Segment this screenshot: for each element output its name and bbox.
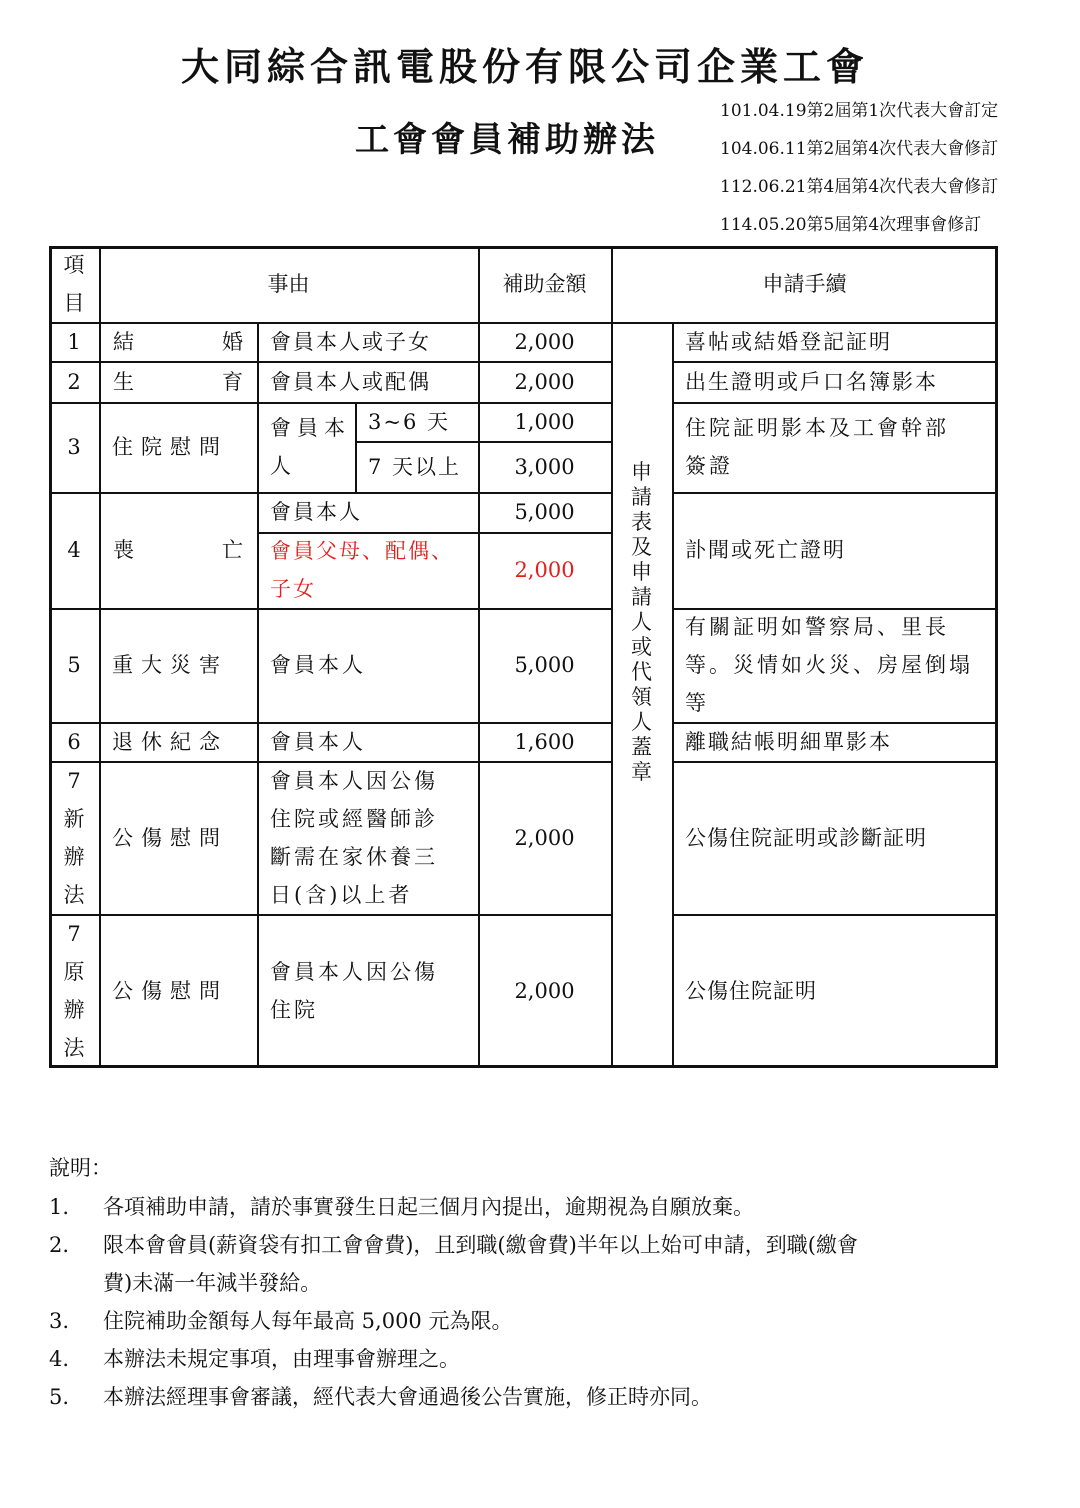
event-name (113, 492, 243, 608)
required-document: 出生證明或戶口名簿影本 (685, 369, 938, 394)
eligible-person-line: 子女 (270, 577, 316, 601)
event-char: 婚 (222, 329, 243, 354)
amount-value: 5,000 (514, 500, 575, 524)
event-name: 住院慰問 (112, 435, 228, 459)
event-char: 亡 (222, 538, 243, 562)
note-text: 費)未滿一年減半發給。 (103, 1271, 322, 1295)
procedure-char: 章 (631, 759, 652, 784)
eligible-person-line: 會員父母、配偶、 (270, 539, 454, 563)
note-item (49, 1340, 1009, 1378)
header-item (49, 246, 99, 322)
amount-value: 2,000 (514, 329, 575, 354)
note-text: 限本會會員(薪資袋有扣工會會費)，且到職(繳會費)半年以上始可申請，到職(繳會 (103, 1233, 858, 1257)
required-document: 公傷住院証明 (685, 979, 817, 1003)
duration-label: 3~6 天 (368, 409, 450, 434)
eligible-person: 會員本人 (270, 729, 366, 754)
row-number: 2 (67, 369, 81, 394)
required-document: 訃聞或死亡證明 (685, 538, 846, 562)
event-name (113, 322, 243, 361)
eligible-person: 會員本人 (270, 500, 362, 524)
required-document-line: 等 (685, 691, 709, 715)
eligible-person: 會員本人 (270, 653, 366, 677)
note-text: 各項補助申請，請於事實發生日起三個月內提出，逾期視為自願放棄。 (103, 1195, 754, 1219)
row-number-char: 7 (67, 768, 81, 793)
amount-value: 2,000 (514, 979, 575, 1003)
procedure-char: 及 (631, 534, 652, 559)
row-number: 4 (67, 538, 81, 562)
row-number-char: 法 (63, 882, 85, 907)
notes-section (49, 1148, 1009, 1416)
header-reason: 事由 (267, 272, 310, 296)
note-number: 4. (49, 1347, 70, 1371)
amount-value: 2,000 (514, 369, 575, 394)
eligible-person-line: 住院 (270, 998, 318, 1022)
procedure-char: 領 (631, 684, 652, 709)
event-name: 重大災害 (112, 653, 228, 677)
header-amount: 補助金額 (502, 272, 587, 296)
row-number-char: 7 (67, 922, 81, 946)
header-item-char: 目 (63, 291, 85, 315)
procedure-char: 蓋 (631, 734, 652, 759)
eligible-person: 會員本人或子女 (270, 329, 431, 354)
note-number: 3. (49, 1309, 70, 1333)
event-char: 喪 (113, 538, 134, 562)
note-text: 住院補助金額每人每年最高 5,000 元為限。 (103, 1309, 513, 1333)
event-char: 結 (113, 329, 134, 354)
eligible-person-line: 斷需在家休養三 (270, 844, 438, 869)
required-document-line: 有關証明如警察局、里長 (685, 615, 949, 639)
row-number (49, 761, 99, 914)
eligible-person (257, 761, 478, 914)
eligible-person-highlighted (257, 532, 478, 608)
eligible-person (257, 402, 355, 492)
row-number-char: 原 (63, 960, 85, 984)
procedure-char: 或 (631, 634, 652, 659)
procedure-char: 人 (631, 709, 652, 734)
eligible-person-line: 住院或經醫師診 (270, 806, 438, 831)
eligible-person-line: 會員本人因公傷 (270, 960, 438, 984)
procedure-char: 請 (631, 484, 652, 509)
revision-line: 104.06.11第2屆第4次代表大會修訂 (720, 139, 999, 159)
eligible-person: 會員本人或配偶 (270, 369, 431, 394)
header-item-char: 項 (63, 253, 85, 277)
event-name: 退休紀念 (112, 729, 228, 754)
procedure-char: 代 (631, 659, 652, 684)
event-name (113, 361, 243, 402)
note-text: 本辦法經理事會審議，經代表大會通過後公告實施，修正時亦同。 (103, 1385, 712, 1409)
required-document (672, 402, 998, 492)
procedure-char: 請 (631, 584, 652, 609)
event-char: 育 (222, 369, 243, 394)
document-title: 工會會員補助辦法 (355, 120, 659, 160)
revision-line: 112.06.21第4屆第4次代表大會修訂 (720, 177, 999, 197)
note-number: 5. (49, 1385, 70, 1409)
eligible-person-line: 日(含)以上者 (270, 882, 413, 907)
common-procedure-column (611, 452, 672, 792)
amount-value: 1,600 (514, 729, 575, 754)
event-char: 生 (113, 369, 134, 394)
row-number-char: 法 (63, 1036, 85, 1060)
note-number: 1. (49, 1195, 70, 1219)
required-document (672, 608, 998, 722)
note-item (49, 1188, 1009, 1226)
organization-title: 大同綜合訊電股份有限公司企業工會 (180, 44, 869, 89)
required-document-line: 等。災情如火災、房屋倒塌 (685, 653, 973, 677)
row-number (49, 914, 99, 1068)
eligible-person-line: 會員本人因公傷 (270, 768, 438, 793)
procedure-char: 表 (631, 509, 652, 534)
revision-history (720, 92, 998, 244)
event-name: 公傷慰問 (112, 979, 228, 1003)
row-number: 6 (67, 729, 81, 754)
amount-value: 1,000 (514, 409, 575, 434)
required-document-line: 簽證 (685, 454, 733, 478)
note-number: 2. (49, 1233, 70, 1257)
amount-value: 5,000 (514, 653, 575, 677)
note-text: 本辦法未規定事項，由理事會辦理之。 (103, 1347, 460, 1371)
row-number-char: 辦 (63, 998, 85, 1022)
revision-line: 114.05.20第5屆第4次理事會修訂 (720, 215, 982, 235)
note-item (49, 1302, 1009, 1340)
amount-value-highlighted: 2,000 (514, 558, 575, 582)
eligible-person (257, 914, 478, 1068)
row-number: 5 (67, 653, 81, 677)
revision-line: 101.04.19第2屆第1次代表大會訂定 (720, 101, 999, 121)
notes-heading: 說明： (49, 1156, 112, 1180)
row-number-char: 新 (63, 806, 85, 831)
eligible-person-line: 會員本 (270, 416, 351, 440)
required-document: 離職結帳明細單影本 (685, 729, 892, 754)
procedure-char: 申 (631, 459, 652, 484)
required-document-line: 住院証明影本及工會幹部 (685, 416, 949, 440)
row-number: 3 (67, 435, 81, 459)
eligible-person-line: 人 (270, 454, 297, 478)
amount-value: 3,000 (514, 454, 575, 479)
procedure-char: 申 (631, 559, 652, 584)
procedure-char: 人 (631, 609, 652, 634)
header-procedure: 申請手續 (762, 272, 847, 296)
required-document: 公傷住院証明或診斷証明 (685, 825, 927, 850)
row-number-char: 辦 (63, 844, 85, 869)
note-item (49, 1226, 1009, 1302)
event-name: 公傷慰問 (112, 825, 228, 850)
note-item (49, 1378, 1009, 1416)
duration-label: 7 天以上 (368, 454, 462, 479)
subsidy-table (49, 246, 998, 1068)
amount-value: 2,000 (514, 825, 575, 850)
required-document: 喜帖或結婚登記証明 (685, 329, 892, 354)
row-number: 1 (67, 329, 81, 354)
